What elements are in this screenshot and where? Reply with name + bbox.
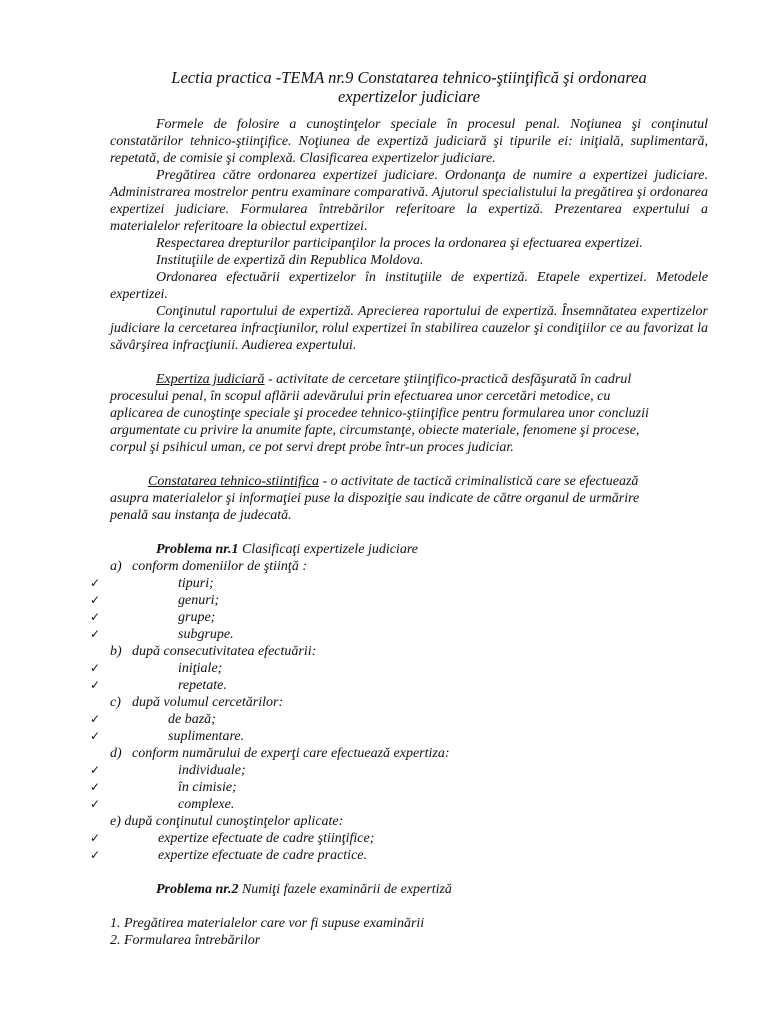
intro-paragraph-2: Pregătirea către ordonarea expertizei judiciare. Ordonanţa de numire a expertizei judiciare. Administrarea mostrelor pentru examinare comparativă. Ajutorul specialistului la pregătirea şi ordonarea expertizei judiciare. Formularea întrebărilor referitoare la expertiză. Prezentarea expertului a materialelor referitoare la obiectul expertizei. xyxy=(110,168,708,234)
checkmark-icon: ✓ xyxy=(90,712,101,726)
title-line-2: expertizelor judiciare xyxy=(338,87,480,106)
definition-expertiza xyxy=(110,371,708,456)
definition-term: Expertiza judiciară xyxy=(156,372,265,387)
definition-term: Constatarea tehnico-stiintifica xyxy=(148,474,319,489)
category-d: d) conform numărului de experţi care efectuează expertiza: xyxy=(110,746,450,761)
definition-text-line: penală sau instanţa de judecată. xyxy=(110,508,292,523)
definition-text-line: aplicarea de cunoştinţe speciale şi procedee tehnico-ştiinţifice pentru formularea unor concluzii xyxy=(110,406,649,421)
checkmark-icon: ✓ xyxy=(90,593,101,607)
category-a: a) conform domeniilor de ştiinţă : xyxy=(110,559,307,574)
intro-paragraph-6: Conţinutul raportului de expertiză. Aprecierea raportului de expertiză. Însemnătatea expertizelor judiciare la cercetarea infracţiunilor, rolul expertizei în stabilirea cauzelor şi condiţiilor ce au favorizat la săvârşirea infracţiunii. Audierea expertului. xyxy=(110,304,708,353)
spacer xyxy=(110,524,708,541)
spacer xyxy=(110,864,708,881)
problem-1-section xyxy=(90,541,708,864)
checkmark-icon: ✓ xyxy=(90,763,101,777)
category-e: e) după conţinutul cunoştinţelor aplicate: xyxy=(110,814,344,829)
checkmark-icon: ✓ xyxy=(90,678,101,692)
definition-text-line: argumentate cu privire la anumite fapte, circumstanţe, obiecte materiale, fenomene şi procese, xyxy=(110,423,640,438)
intro-paragraph-1: Formele de folosire a cunoştinţelor speciale în procesul penal. Noţiunea şi conţinutul constatărilor tehnico-ştiinţifice. Noţiunea de expertiză judiciară şi tipurile ei: iniţială, suplimentară, repetată, de comisie şi complexă. Clasificarea expertizelor judiciare. xyxy=(110,117,708,166)
list-item: ✓ suplimentare. xyxy=(90,729,245,744)
checkmark-icon: ✓ xyxy=(90,576,101,590)
problem-label: Problema nr.2 xyxy=(156,882,239,897)
intro-paragraph-3: Respectarea drepturilor participanţilor la proces la ordonarea şi efectuarea expertizei. xyxy=(156,236,643,251)
definition-text-line: - o activitate de tactică criminalistică care se efectuează xyxy=(318,474,639,489)
definition-text-line: procesului penal, în scopul aflării adevărului prin efectuarea unor cercetări metodice, cu xyxy=(110,389,611,404)
list-item: ✓ de bază; xyxy=(90,712,216,727)
document-title xyxy=(110,68,708,106)
spacer xyxy=(110,456,708,473)
problem-1-heading xyxy=(110,541,708,558)
definition-text-line: corpul şi psihicul uman, ce pot servi drept probe într-un proces judiciar. xyxy=(110,440,514,455)
list-item: ✓ complexe. xyxy=(90,797,235,812)
list-item: ✓ iniţiale; xyxy=(90,661,223,676)
checkmark-icon: ✓ xyxy=(90,780,101,794)
checkmark-icon: ✓ xyxy=(90,627,101,641)
definition-text-line: asupra materialelor şi informaţiei puse la dispoziţie sau indicate de către organul de urmărire xyxy=(110,491,640,506)
list-item: ✓ expertize efectuate de cadre practice. xyxy=(90,848,367,863)
problem-2-heading xyxy=(110,881,708,898)
title-line-1: Lectia practica -TEMA nr.9 Constatarea tehnico-ştiinţifică şi ordonarea xyxy=(171,68,647,87)
spacer xyxy=(110,354,708,371)
checkmark-icon: ✓ xyxy=(90,797,101,811)
problem-text: Numiţi fazele examinării de expertiză xyxy=(238,882,452,897)
list-item: ✓ tipuri; xyxy=(90,576,214,591)
checkmark-icon: ✓ xyxy=(90,831,101,845)
list-item: ✓ grupe; xyxy=(90,610,216,625)
checkmark-icon: ✓ xyxy=(90,661,101,675)
problem-text: Clasificaţi expertizele judiciare xyxy=(238,542,418,557)
numbered-item: 1. Pregătirea materialelor care vor fi supuse examinării xyxy=(110,916,425,931)
list-item: ✓ individuale; xyxy=(90,763,246,778)
list-item: ✓ repetate. xyxy=(90,678,227,693)
category-c: c) după volumul cercetărilor: xyxy=(110,695,284,710)
intro-paragraph-5: Ordonarea efectuării expertizelor în instituţiile de expertiză. Etapele expertizei. Metodele expertizei. xyxy=(110,270,708,302)
category-b: b) după consecutivitatea efectuării: xyxy=(110,644,317,659)
problem-2-section xyxy=(110,881,708,949)
problem-label: Problema nr.1 xyxy=(156,542,239,557)
intro-paragraph-4: Instituţiile de expertiză din Republica Moldova. xyxy=(156,253,424,268)
checkmark-icon: ✓ xyxy=(90,610,101,624)
checkmark-icon: ✓ xyxy=(90,848,101,862)
list-item: ✓ expertize efectuate de cadre ştiinţifice; xyxy=(90,831,375,846)
list-item: ✓ în cimisie; xyxy=(90,780,237,795)
definition-constatarea xyxy=(110,473,708,524)
list-item: ✓ subgrupe. xyxy=(90,627,234,642)
list-item: ✓ genuri; xyxy=(90,593,220,608)
checkmark-icon: ✓ xyxy=(90,729,101,743)
spacer xyxy=(110,898,708,915)
intro-section xyxy=(110,116,708,354)
numbered-item: 2. Formularea întrebărilor xyxy=(110,933,261,948)
definition-text-line: - activitate de cercetare ştiinţifico-practică desfăşurată în cadrul xyxy=(264,372,632,387)
